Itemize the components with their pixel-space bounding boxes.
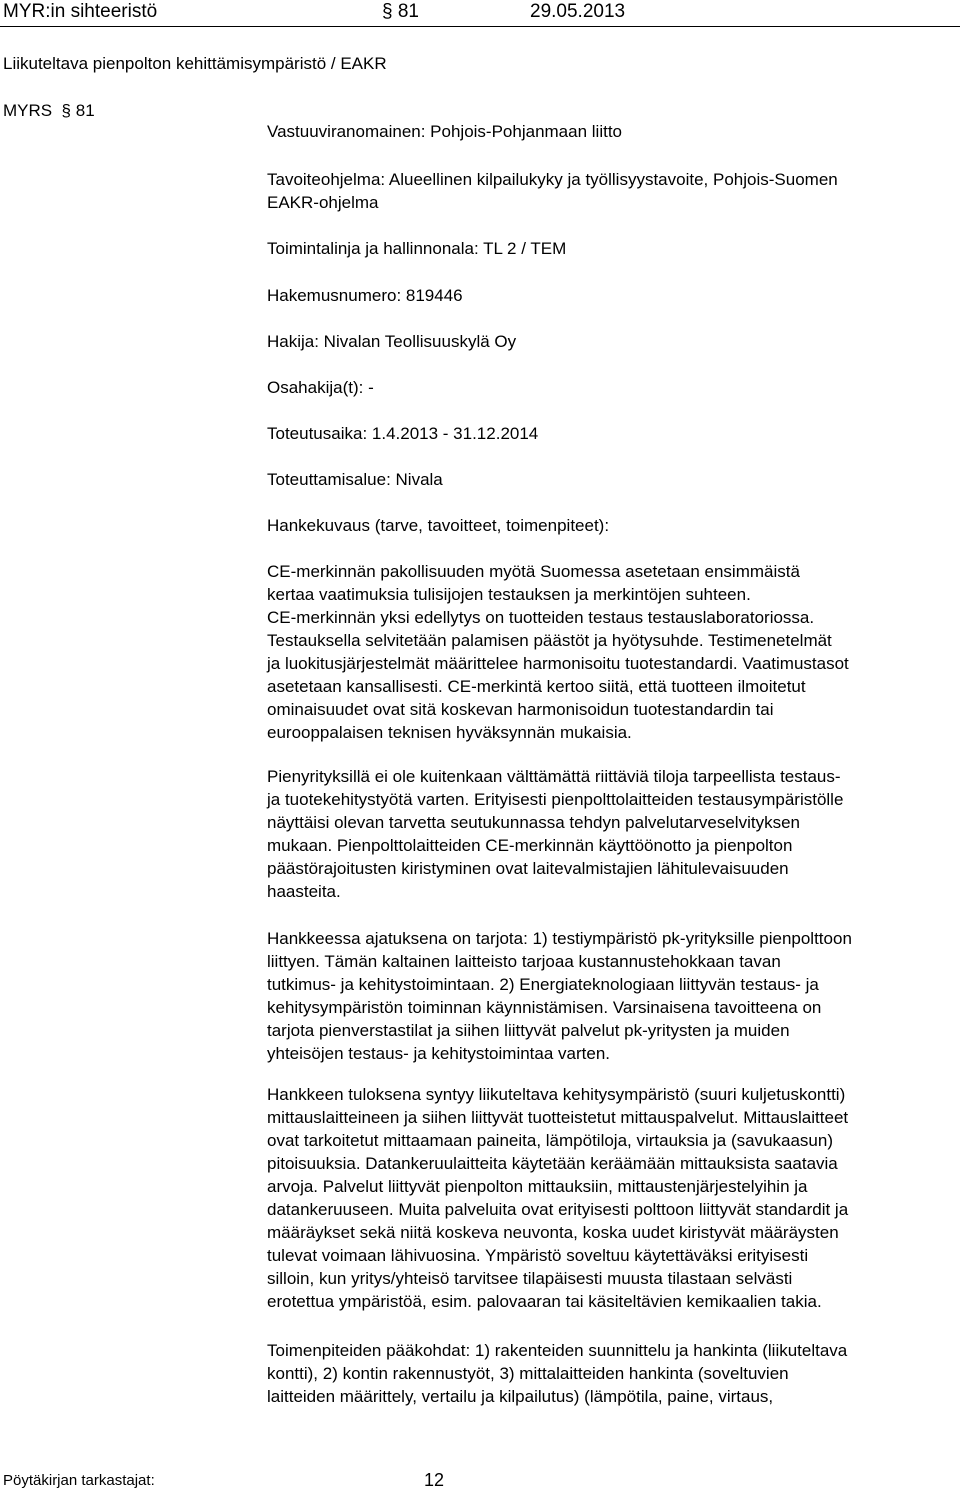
paragraph-line: erotettua ympäristöä, esim. palovaaran tai käsiteltävien kemikaalien takia. — [267, 1292, 822, 1311]
paragraph-line: näyttäisi olevan tarvetta seutukunnassa tehdyn palvelutarveselvityksen — [267, 813, 800, 832]
paragraph-project-aim — [267, 927, 957, 1065]
field-toteutusaika: Toteutusaika: 1.4.2013 - 31.12.2014 — [267, 424, 539, 443]
field-osahakija: Osahakija(t): - — [267, 378, 374, 397]
header-organization: MYR:in sihteeristö — [3, 1, 158, 22]
field-toteuttamisalue: Toteuttamisalue: Nivala — [267, 470, 443, 489]
paragraph-line: tarjota pienverstastilat ja siihen liittyvät palvelut pk-yritysten ja muiden — [267, 1021, 790, 1040]
footer-page-number: 12 — [424, 1470, 445, 1490]
paragraph-line: silloin, kun yritys/yhteisö tarvitsee tilapäisesti muusta tilastaan selvästi — [267, 1269, 793, 1288]
paragraph-line: tutkimus- ja kehitystoimintaan. 2) Energiateknologiaan liittyvän testaus- ja — [267, 975, 819, 994]
paragraph-line: mittauslaitteineen ja siihen liittyvät tuotteistetut mittauspalvelut. Mittauslaitteet — [267, 1108, 849, 1127]
paragraph-line: Toimenpiteiden pääkohdat: 1) rakenteiden suunnittelu ja hankinta (liikuteltava — [267, 1341, 848, 1360]
paragraph-line: kontti), 2) kontin rakennustyöt, 3) mittalaitteiden hankinta (soveltuvien — [267, 1364, 789, 1383]
paragraph-line: Hankkeessa ajatuksena on tarjota: 1) testiympäristö pk-yrityksille pienpolttoon — [267, 929, 852, 948]
paragraph-line: ovat tarkoitetut mittaamaan paineita, lämpötiloja, virtauksia ja (savukaasun) — [267, 1131, 834, 1150]
header-divider — [0, 26, 960, 27]
paragraph-line: eurooppalaisen teknisen hyväksynnän mukaisia. — [267, 723, 632, 742]
field-tavoiteohjelma-line2: EAKR-ohjelma — [267, 193, 379, 212]
paragraph-line: laitteiden määrittely, vertailu ja kilpailutus) (lämpötila, paine, virtaus, — [267, 1387, 774, 1406]
paragraph-line: liittyen. Tämän kaltainen laitteisto tarjoaa kustannustehokkaan tavan — [267, 952, 781, 971]
paragraph-line: haasteita. — [267, 882, 341, 901]
paragraph-line: kertaa vaatimuksia tulisijojen testauksen ja merkintöjen suhteen. — [267, 585, 751, 604]
paragraph-project-outcome — [267, 1083, 957, 1313]
field-vastuuviranomainen: Vastuuviranomainen: Pohjois-Pohjanmaan liitto — [267, 122, 622, 141]
paragraph-line: Pienyrityksillä ei ole kuitenkaan välttämättä riittäviä tiloja tarpeellista testaus- — [267, 767, 841, 786]
footer-label: Pöytäkirjan tarkastajat: — [3, 1472, 155, 1489]
paragraph-line: asetetaan kansallisesti. CE-merkintä kertoo siitä, että tuotteen ilmoitetut — [267, 677, 806, 696]
paragraph-line: Testauksella selvitetään palamisen päästöt ja hyötysuhde. Testimenetelmät — [267, 631, 832, 650]
paragraph-line: tulevat voimaan lähivuosina. Ympäristö soveltuu käytettäväksi erityisesti — [267, 1246, 809, 1265]
paragraph-ce-marking — [267, 560, 957, 744]
paragraph-line: CE-merkinnän pakollisuuden myötä Suomessa asetetaan ensimmäistä — [267, 562, 800, 581]
field-hakija: Hakija: Nivalan Teollisuuskylä Oy — [267, 332, 517, 351]
header-date: 29.05.2013 — [530, 1, 626, 22]
document-title: Liikuteltava pienpolton kehittämisympäristö / EAKR — [3, 54, 387, 73]
paragraph-main-measures — [267, 1339, 957, 1408]
paragraph-small-business-needs — [267, 765, 957, 903]
paragraph-line: ja luokitusjärjestelmät määrittelee harmonisoitu tuotestandardi. Vaatimustasot — [267, 654, 849, 673]
paragraph-line: arvoja. Palvelut liittyvät pienpolton mittauksiin, mittaustenjärjestelyihin ja — [267, 1177, 808, 1196]
field-hakemusnumero: Hakemusnumero: 819446 — [267, 286, 463, 305]
paragraph-line: pitoisuuksia. Datankeruulaitteita käytetään keräämään mittauksista saatavia — [267, 1154, 838, 1173]
field-tavoiteohjelma-line1: Tavoiteohjelma: Alueellinen kilpailukyky ja työllisyystavoite, Pohjois-Suomen — [267, 170, 838, 189]
paragraph-line: Hankkeen tuloksena syntyy liikuteltava kehitysympäristö (suuri kuljetuskontti) — [267, 1085, 846, 1104]
paragraph-line: ominaisuudet ovat sitä koskevan harmonisoidun tuotestandardin tai — [267, 700, 774, 719]
paragraph-line: kehitysympäristön toiminnan käynnistämisen. Varsinaisena tavoitteena on — [267, 998, 822, 1017]
header-paragraph-number: § 81 — [382, 1, 419, 22]
paragraph-line: mukaan. Pienpolttolaitteiden CE-merkinnän käyttöönotto ja pienpolton — [267, 836, 793, 855]
paragraph-line: CE-merkinnän yksi edellytys on tuotteiden testaus testauslaboratoriossa. — [267, 608, 815, 627]
section-reference: MYRS § 81 — [3, 101, 95, 120]
paragraph-line: ja tuotekehitystyötä varten. Erityisesti pienpolttolaitteiden testausympäristölle — [267, 790, 844, 809]
paragraph-line: datankeruuseen. Muita palveluita ovat erityisesti polttoon liittyvät standardit ja — [267, 1200, 849, 1219]
paragraph-line: määräykset sekä niitä koskeva neuvonta, koska uudet kiristyvät määräysten — [267, 1223, 839, 1242]
paragraph-line: yhteisöjen testaus- ja kehitystoimintaa varten. — [267, 1044, 611, 1063]
field-toimintalinja: Toimintalinja ja hallinnonala: TL 2 / TEM — [267, 239, 567, 258]
paragraph-line: päästörajoitusten kiristyminen ovat laitevalmistajien lähitulevaisuuden — [267, 859, 789, 878]
field-hankekuvaus: Hankekuvaus (tarve, tavoitteet, toimenpiteet): — [267, 516, 610, 535]
